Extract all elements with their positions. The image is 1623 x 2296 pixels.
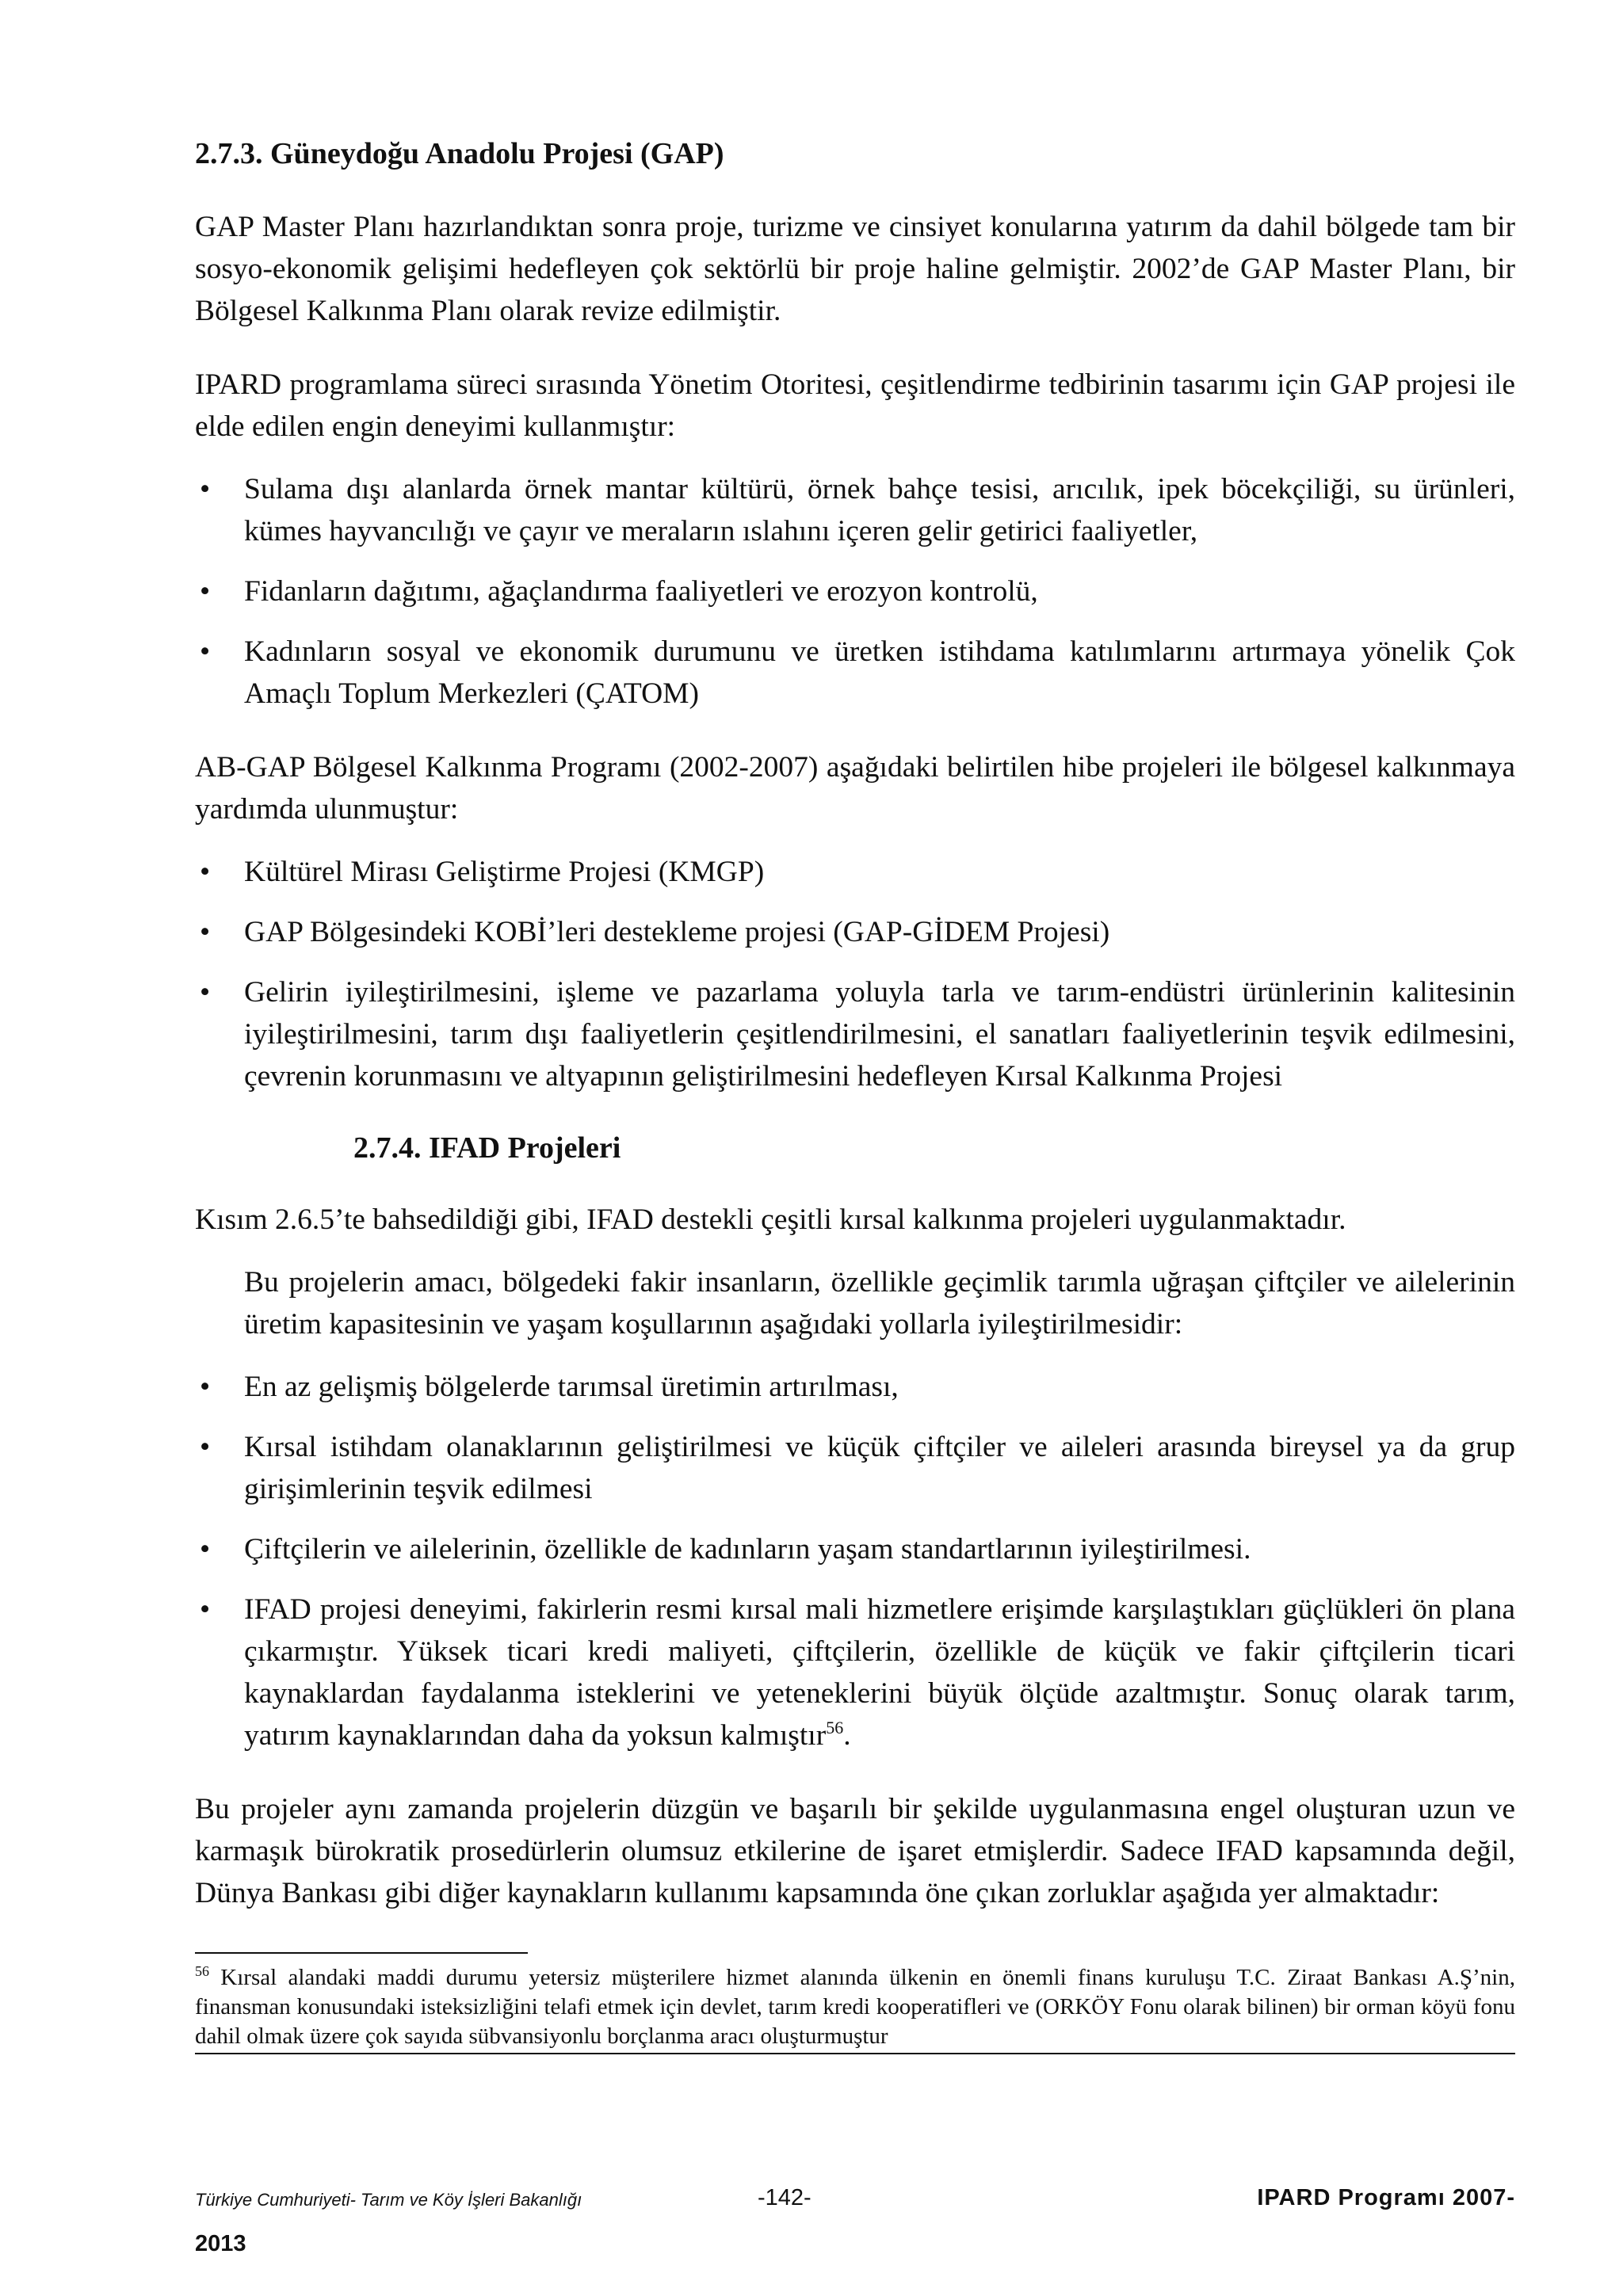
bullet-icon: • — [200, 1593, 211, 1626]
paragraph: AB-GAP Bölgesel Kalkınma Programı (2002-2007) aşağıdaki belirtilen hibe projeleri ile bölgesel kalkınmaya yardımda ulunmuştur: — [195, 751, 1515, 826]
list-item: • Kadınların sosyal ve ekonomik durumunu ve üretken istihdama katılımlarını artırmaya yönelik Çok Amaçlı Toplum Merkezleri (ÇATOM) — [195, 631, 1515, 715]
list-item: • GAP Bölgesindeki KOBİ’leri destekleme projesi (GAP-GİDEM Projesi) — [195, 911, 1515, 953]
list-item: • Sulama dışı alanlarda örnek mantar kültürü, örnek bahçe tesisi, arıcılık, ipek böcekçiliği, su ürünleri, kümes hayvancılığı ve çayır ve meraların ıslahını içeren gelir getirici faaliyetler, — [195, 468, 1515, 552]
document-page — [195, 135, 1515, 2054]
footer-ministry: Türkiye Cumhuriyeti- Tarım ve Köy İşleri Bakanlığı — [195, 2190, 582, 2210]
list-item: • Çiftçilerin ve ailelerinin, özellikle de kadınların yaşam standartlarının iyileştirilmesi. — [195, 1528, 1515, 1570]
paragraph: Kısım 2.6.5’te bahsedildiği gibi, IFAD destekli çeşitli kırsal kalkınma projeleri uygulanmaktadır. — [195, 1203, 1346, 1236]
bullet-icon: • — [200, 1371, 211, 1403]
bullet-icon: • — [200, 1533, 211, 1566]
list-item: • IFAD projesi deneyimi, fakirlerin resmi kırsal mali hizmetlere erişimde karşılaştıkları güçlükleri ön plana çıkarmıştır. Yüksek ticari kredi maliyeti, çiftçilerin, özellikle de küçük ve fakir çiftçilerin ticari kaynaklardan faydalanma isteklerini ve yeteneklerini büyük ölçüde azaltmıştır. Sonuç olarak tarım, yatırım kaynaklarından daha da yoksun kalmıştır$^{56}$. — [195, 1589, 1515, 1756]
list-item: • Gelirin iyileştirilmesini, işleme ve pazarlama yoluyla tarla ve tarım-endüstri ürünlerinin kalitesinin iyileştirilmesini, tarım dışı faaliyetlerin çeşitlendirilmesini, el sanatları faaliyetlerinin teşvik edilmesini, çevrenin korunmasını ve altyapının geliştirilmesini hedefleyen Kırsal Kalkınma Projesi — [195, 971, 1515, 1097]
bullet-icon: • — [200, 635, 211, 668]
bullet-icon: • — [200, 1431, 211, 1463]
bullet-list — [195, 851, 1515, 1097]
paragraph: Bu projeler aynı zamanda projelerin düzgün ve başarılı bir şekilde uygulanmasına engel oluşturan uzun ve karmaşık bürokratik prosedürlerin olumsuz etkilerine de işaret etmişlerdir. Sadece IFAD kapsamında değil, Dünya Bankası gibi diğer kaynakların kullanımı kapsamında öne çıkan zorluklar aşağıda yer almaktadır: — [195, 1793, 1515, 1909]
bullet-icon: • — [200, 856, 211, 888]
footnote-separator — [195, 1952, 528, 1954]
page-footer — [195, 2183, 1515, 2218]
footer-year: 2013 — [195, 2231, 246, 2256]
paragraph: IPARD programlama süreci sırasında Yönetim Otoritesi, çeşitlendirme tedbirinin tasarımı için GAP projesi ile elde edilen engin deneyimi kullanmıştır: — [195, 368, 1515, 443]
paragraph: GAP Master Planı hazırlandıktan sonra proje, turizme ve cinsiyet konularına yatırım da dahil bölgede tam bir sosyo-ekonomik gelişimi hedefleyen çok sektörlü bir proje haline gelmiştir. 2002’de GAP Master Planı, bir Bölgesel Kalkınma Planı olarak revize edilmiştir. — [195, 211, 1515, 327]
list-item: • Fidanların dağıtımı, ağaçlandırma faaliyetleri ve erozyon kontrolü, — [195, 570, 1515, 612]
section-heading-ifad: 2.7.4. IFAD Projeleri — [353, 1131, 621, 1165]
section-heading-gap: 2.7.3. Güneydoğu Anadolu Projesi (GAP) — [195, 137, 724, 170]
bullet-icon: • — [200, 575, 211, 608]
paragraph: Bu projelerin amacı, bölgedeki fakir insanların, özellikle geçimlik tarımla uğraşan çiftçiler ve ailelerinin üretim kapasitesinin ve yaşam koşullarının aşağıdaki yollarla iyileştirilmesidir: — [244, 1266, 1515, 1341]
list-item: • Kültürel Mirası Geliştirme Projesi (KMGP) — [195, 851, 1515, 893]
page-number: -142- — [758, 2185, 812, 2210]
footnote-ref[interactable]: 56 — [826, 1718, 844, 1737]
list-item: • Kırsal istihdam olanaklarının geliştirilmesi ve küçük çiftçiler ve aileleri arasında bireysel ya da grup girişimlerinin teşvik edilmesi — [195, 1426, 1515, 1510]
footnote: $^{56}$ Kırsal alandaki maddi durumu yetersiz müşterilere hizmet alanında ülkenin en önemli finans kuruluşu T.C. Ziraat Bankası A.Ş’nin, finansman konusundaki isteksizliğini telafi etmek için devlet, tarım kredi kooperatifleri ve (ORKÖY Fonu olarak bilinen) bir orman köyü fonu dahil olmak üzere çok sayıda sübvansiyonlu borçlanma aracı oluşturmuştur — [195, 1963, 1515, 2054]
bullet-icon: • — [200, 473, 211, 505]
footer-program: IPARD Programı 2007- — [1257, 2185, 1515, 2210]
bullet-list — [195, 1366, 1515, 1756]
bullet-list — [195, 468, 1515, 715]
bullet-icon: • — [200, 976, 211, 1009]
footnote-number: 56 — [195, 1963, 209, 1979]
bullet-icon: • — [200, 916, 211, 948]
list-item: • En az gelişmiş bölgelerde tarımsal üretimin artırılması, — [195, 1366, 1515, 1408]
